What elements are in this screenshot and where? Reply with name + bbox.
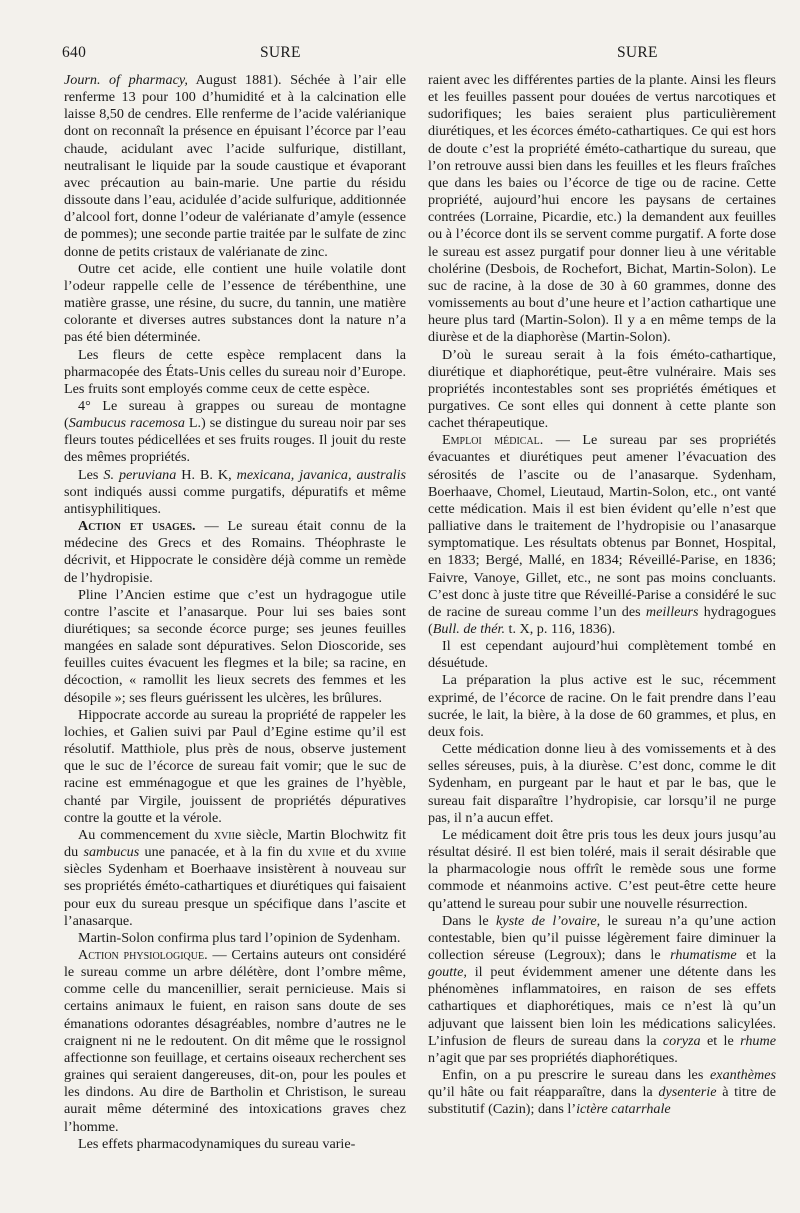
disease-name: dysenterie <box>658 1084 717 1101</box>
paragraph: Martin-Solon confirma plus tard l’opinion de Sydenham. <box>78 929 401 946</box>
right-column <box>428 72 776 1119</box>
paragraph-text: 4° Le sureau à grappes ou sureau de montagne ( <box>64 397 406 432</box>
paragraph-text: Dans le <box>442 912 497 929</box>
paragraph-text: à titre de substitutif (Cazin); dans l’ <box>428 1084 777 1118</box>
paragraph-text: le sureau n’a qu’une action contestable, bien qu’il puisse légèrement faire diminuer la collection séreuse (Legroux); dans le <box>428 912 776 963</box>
paragraph: Il est cependant aujourd’hui complètement tombé en désuétude. <box>428 638 776 672</box>
species-name: Sambucus racemosa <box>68 415 185 432</box>
paragraph <box>64 518 406 587</box>
paragraph <box>64 467 406 518</box>
paragraph-text: — Le sureau était connu de la médecine des Grecs et des Romains. Théophraste le décrivit, et Hippocrate le considère déjà comme un remède de l’hydropisie. <box>64 518 406 586</box>
disease-name: ictère catarrhale <box>576 1101 671 1118</box>
paragraph-text: e siècles Sydenham et Boerhaave insistèrent à nouveau sur ses propriétés éméto-cathartiques et diurétiques qui faisaient pour eux du sureau presque un spécifique dans l’ascite et l’anasarque. <box>64 844 406 929</box>
paragraph <box>428 1067 776 1118</box>
paragraph-text: — Certains auteurs ont considéré le sureau comme un arbre délétère, dont l’ombre même, comme celle du mancenillier, serait pernicieuse. Mais si certains animaux le fuient, en raison sans doute de ses émanations odorantes désagréables, nombre d’autres ne le craignent ni ne le redoutent. On dit même que le rossignol affectionne son feuillage, et certains oiseaux recherchent ses graines qui seraient dangereuses, dit-on, pour les poules et les dindons. Au dire de Bartholin et Christison, le sureau aurait même déterminé des intoxications graves chez l’homme. <box>64 946 406 1135</box>
left-column <box>64 72 406 1153</box>
paragraph <box>64 72 406 261</box>
paragraph-text: Au commencement du <box>78 826 214 843</box>
disease-name: goutte, <box>428 964 467 981</box>
paragraph: Cette médication donne lieu à des vomissements et à des selles séreuses, puis, à la diurèse. C’est donc, comme le dit Sydenham, en purgeant par le haut et par le bas, que le sureau fait disparaître l’hydropisie, car lorsqu’il ne purge pas, il n’a aucun effet. <box>428 741 776 826</box>
disease-name: exanthèmes <box>710 1067 776 1084</box>
section-heading: Emploi médical. <box>442 432 544 449</box>
paragraph <box>64 827 406 930</box>
paragraph-text: Enfin, on a pu prescrire le sureau dans les <box>442 1067 711 1084</box>
species-name: sambucus <box>83 844 140 861</box>
paragraph <box>64 398 406 467</box>
disease-name: coryza <box>662 1032 701 1049</box>
paragraph-text: il peut évidemment amener une détente dans les phénomènes inflammatoires, en raison de ses effets cathartiques et diaphorétiques, mais ce n’est là qu’un adjuvant que laissent bien loin les médications salicylées. L’infusion de fleurs de sureau dans la <box>428 964 776 1049</box>
century-numeral: xvii <box>213 826 235 843</box>
emphasis: meilleurs <box>645 603 699 620</box>
paragraph-text: et la <box>736 946 776 963</box>
century-numeral: xviii <box>375 844 400 861</box>
paragraph-text: qu’il hâte ou fait réapparaître, dans la <box>428 1084 659 1101</box>
page-number: 640 <box>62 44 87 61</box>
paragraph: raient avec les différentes parties de la plante. Ainsi les fleurs et les feuilles passent pour douées de vertus narcotiques et sudorifiques; les baies seraient plus particulièrement diurétiques, et les écorces éméto-cathartiques. Ce qui est hors de doute c’est la propriété éméto-cathartique du sureau, que l’on retrouve aussi bien dans les feuilles et les fleurs fraîches que dans les baies ou l’écorce de tige ou de racine. Cette propriété, aujourd’hui encore les paysans de certaines contrées (Lorraine, Picardie, etc.) la demandent aux feuilles ou à l’écorce dont ils se servent comme purgatif. A forte dose le sureau est assez purgatif pour donner lieu à une véritable cholérine (Desbois, de Rochefort, Bichat, Martin-Solon). Le suc de racine, à la dose de 30 à 60 grammes, donne des vomissements au bout d’une heure et l’action cathartique une heure plus tard (Martin-Solon). Il y a en même temps de la diurèse et de la diaphorèse (Martin-Solon). <box>428 72 776 346</box>
paragraph <box>428 432 776 638</box>
paragraph: Le médicament doit être pris tous les deux jours jusqu’au résultat désiré. Il est bien toléré, mais il serait désirable que la pharmacologie nous offrît le remède sous une forme commode et néanmoins active. C’est peut-être cette heure qu’attend le sureau pour subir une nouvelle résurrection. <box>428 826 776 912</box>
paragraph-text: H. B. K, <box>176 466 237 483</box>
paragraph-text: August 1881). Séchée à l’air elle renferme 13 pour 100 d’humidité et à la calcination elle laisse 8,50 de cendres. Elle renferme de l’acide valérianique dont on reconnaît la présence en épuisant l’écorce par l’eau chaude, acidulant avec l’acide sulfurique, distillant, neutralisant le liquide par la soude caustique et évaporant avec précaution au bain-marie. Une partie du résidu dissoute dans l’eau, acidulée d’acide sulfurique, additionnée d’alcool fort, donne l’odeur de valérianate d’amyle (essence de pommes); une seconde partie traitée par le sulfate de zinc donne de petits cristaux de valérianate de zinc. <box>64 72 406 260</box>
paragraph: Les effets pharmacodynamiques du sureau varie- <box>78 1135 356 1152</box>
species-name: S. peruviana <box>103 466 177 483</box>
citation-italic: Bull. de thér. <box>432 621 505 637</box>
paragraph-text: et le <box>700 1032 741 1049</box>
paragraph <box>64 947 406 1136</box>
paragraph: Pline l’Ancien estime que c’est un hydragogue utile contre l’ascite et l’anasarque. Pour lui ses baies sont diurétiques; sa seconde écorce purge; ses jeunes feuilles mangées en salade sont dépuratives. Selon Dioscoride, ses feuilles cuites évacuent les flegmes et la bile; sa racine, en décoction, « ramollit les lieux secrets des femmes et les désopile »; ses fleurs guérissent les ulcères, les brûlures. <box>64 586 406 706</box>
paragraph: Les fleurs de cette espèce remplacent dans la pharmacopée des États-Unis celles du sureau noir d’Europe. Les fruits sont employés comme ceux de cette espèce. <box>64 346 406 397</box>
species-name: mexicana, javanica, australis <box>236 466 406 483</box>
century-numeral: xvii <box>307 844 329 861</box>
paragraph-text: e et du <box>328 844 376 861</box>
citation-italic: Journ. of pharmacy, <box>64 72 188 88</box>
paragraph-text: L.) se distingue du sureau noir par ses fleurs toutes pédicellées et ses fruits rouges. Il jouit du reste des mêmes propriétés. <box>64 415 407 466</box>
section-heading: Action et usages. <box>78 518 196 535</box>
paragraph: Outre cet acide, elle contient une huile volatile dont l’odeur rappelle celle de l’essence de térébenthine, une matière grasse, une résine, du sucre, du tannin, une matière colorante et diverses autres substances dont la nature n’a pas été bien déterminée. <box>64 260 406 346</box>
page-header <box>62 44 766 68</box>
paragraph-text: n’agit que par ses propriétés diaphorétiques. <box>428 1049 678 1066</box>
disease-name: rhumatisme <box>670 946 737 963</box>
paragraph-text: Les <box>78 466 104 483</box>
running-head-left: SURE <box>260 44 301 61</box>
running-head-right: SURE <box>617 44 658 61</box>
paragraph-text: — Le sureau par ses propriétés évacuantes et diurétiques peut amener l’évacuation des sérosités de l’ascite ou de l’anasarque. Sydenham, Boerhaave, Chomel, Lieutaud, Martin-Solon, etc., ont vanté cette médication. Mais il est bien évident qu’elle n’est que palliative dans le traitement de l’hydropisie ou l’anasarque symptomatique. Les résultats obtenus par Bonnet, Hospital, en 1833; Bergé, Mallé, en 1834; Réveillé-Parise, en 1836; Faivre, Vanoye, Gillet, etc., ne sont pas moins concluants. C’est donc à juste titre que Réveillé-Parise a considéré le suc de racine de sureau comme l’un des <box>428 432 776 620</box>
paragraph <box>428 913 776 1067</box>
paragraph: Hippocrate accorde au sureau la propriété de rappeler les lochies, et Galien suivi par Paul d’Egine estime qu’il est résolutif. Matthiole, plus près de nous, observe justement que le suc de l’écorce de sureau fait vomir; que le suc de racine est emménagogue et que les graines de l’hyèble, chanté par Virgile, jouissent de propriétés dépuratives contre la goutte et la vérole. <box>64 706 406 826</box>
paragraph-text: e siècle, Martin Blochwitz fit du <box>64 826 406 861</box>
section-heading: Action physiologique. <box>78 946 208 963</box>
disease-name: rhume <box>740 1032 776 1049</box>
paragraph-text: sont indiqués aussi comme purgatifs, dépuratifs et même antisyphilitiques. <box>64 483 406 517</box>
paragraph: D’où le sureau serait à la fois éméto-cathartique, diurétique et diaphorétique, peut-être vulnéraire. Mais ses propriétés incontestables sont ses propriétés émétiques et purgatives. Ce sont elles qui donnent à cette plante son cachet thérapeutique. <box>428 346 776 432</box>
paragraph-text: t. X, p. 116, 1836). <box>504 621 616 637</box>
paragraph-text: hydragogues ( <box>428 603 776 637</box>
disease-name: kyste de l’ovaire, <box>496 912 601 929</box>
paragraph: La préparation la plus active est le suc, récemment exprimé, de l’écorce de racine. On le fait prendre dans l’eau sucrée, le lait, la bière, à la dose de 60 grammes, et plus, en deux fois. <box>428 672 776 740</box>
paragraph-text: une panacée, et à la fin du <box>139 844 308 861</box>
